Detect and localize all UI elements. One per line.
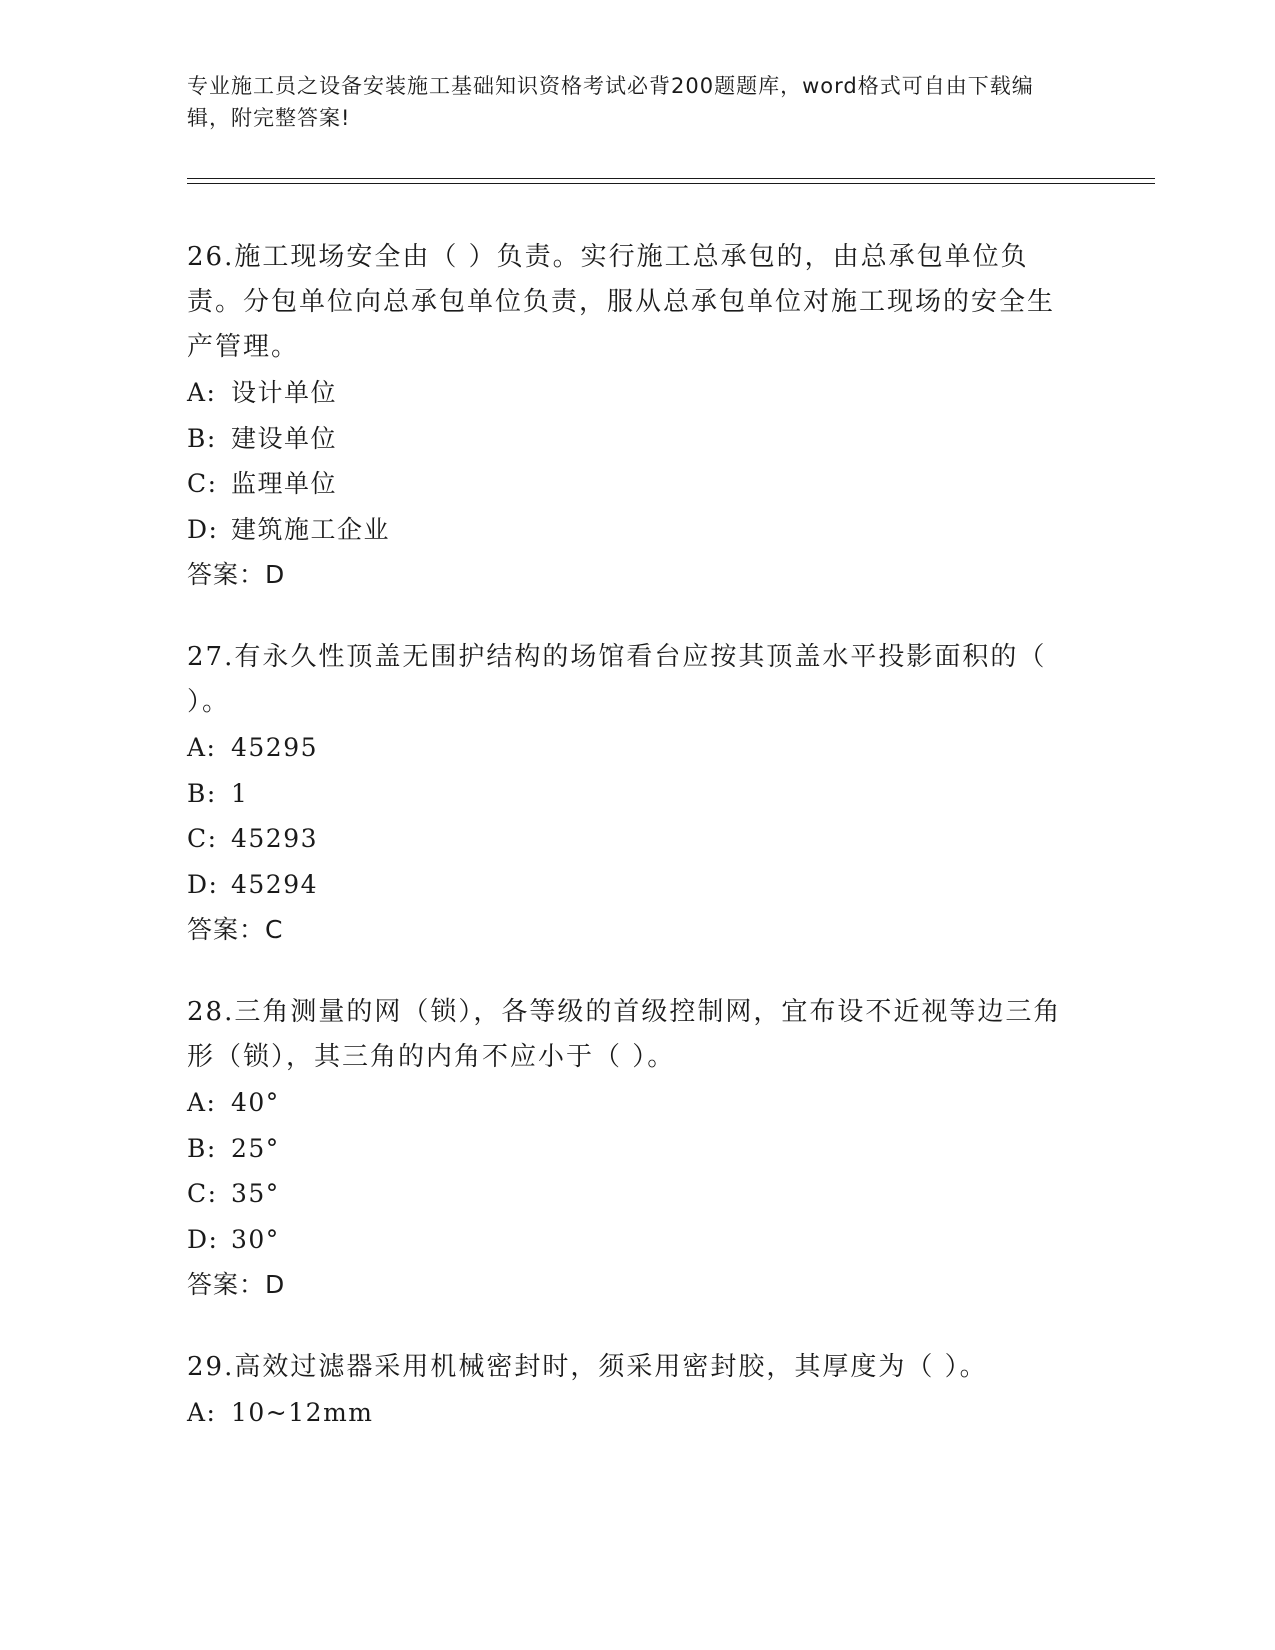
option-d bbox=[187, 1217, 1087, 1263]
option-a bbox=[187, 725, 1087, 771]
option-letter: D: bbox=[187, 1224, 219, 1254]
option-letter: D: bbox=[187, 869, 219, 899]
option-c bbox=[187, 1171, 1087, 1217]
question-29 bbox=[187, 1345, 1087, 1436]
option-letter: C: bbox=[187, 824, 218, 853]
option-letter: C: bbox=[187, 469, 218, 498]
option-text: 30° bbox=[231, 1224, 280, 1254]
option-letter: D: bbox=[187, 514, 219, 544]
answer-line: 答案：D bbox=[187, 1270, 286, 1299]
option-letter: A: bbox=[187, 378, 217, 407]
question-28 bbox=[187, 990, 1087, 1307]
option-letter: B: bbox=[187, 1133, 217, 1163]
option-letter: B: bbox=[187, 423, 217, 453]
question-26 bbox=[187, 235, 1087, 597]
option-letter: A: bbox=[187, 1398, 217, 1427]
option-b bbox=[187, 416, 1087, 462]
option-letter: A: bbox=[187, 733, 217, 762]
option-letter: A: bbox=[187, 1088, 217, 1117]
option-text: 45295 bbox=[231, 733, 319, 762]
option-d bbox=[187, 862, 1087, 908]
option-a bbox=[187, 1390, 1087, 1436]
question-27 bbox=[187, 635, 1087, 952]
question-stem: 26.施工现场安全由（ ）负责。实行施工总承包的，由总承包单位负责。分包单位向总承包单位负责，服从总承包单位对施工现场的安全生产管理。 bbox=[187, 242, 1056, 362]
option-text: 10~12mm bbox=[231, 1398, 374, 1427]
header-divider-bottom bbox=[187, 183, 1155, 184]
option-b bbox=[187, 1126, 1087, 1172]
option-text: 建筑施工企业 bbox=[231, 514, 391, 544]
option-text: 设计单位 bbox=[231, 378, 338, 407]
question-stem: 28.三角测量的网（锁），各等级的首级控制网，宜布设不近视等边三角形（锁），其三角的内角不应小于（ ）。 bbox=[187, 997, 1062, 1072]
option-a bbox=[187, 370, 1087, 416]
option-letter: C: bbox=[187, 1179, 218, 1208]
option-text: 45293 bbox=[231, 824, 319, 853]
answer-line: 答案：D bbox=[187, 560, 286, 589]
option-text: 25° bbox=[231, 1133, 280, 1163]
question-list bbox=[187, 235, 1087, 1474]
option-text: 监理单位 bbox=[231, 469, 338, 498]
option-text: 建设单位 bbox=[231, 423, 338, 453]
header-divider-top bbox=[187, 178, 1155, 179]
option-text: 45294 bbox=[231, 869, 319, 899]
option-d bbox=[187, 507, 1087, 553]
answer-line: 答案：C bbox=[187, 915, 284, 944]
document-header: 专业施工员之设备安装施工基础知识资格考试必背200题题库，word格式可自由下载编辑，附完整答案! bbox=[187, 74, 1034, 130]
option-letter: B: bbox=[187, 778, 217, 808]
question-stem: 29.高效过滤器采用机械密封时，须采用密封胶，其厚度为（ ）。 bbox=[187, 1352, 988, 1382]
option-c bbox=[187, 461, 1087, 507]
option-text: 35° bbox=[231, 1179, 280, 1208]
option-a bbox=[187, 1080, 1087, 1126]
option-text: 40° bbox=[231, 1088, 280, 1117]
question-stem: 27.有永久性顶盖无围护结构的场馆看台应按其顶盖水平投影面积的（ ）。 bbox=[187, 642, 1047, 717]
option-text: 1 bbox=[231, 778, 249, 808]
option-c bbox=[187, 816, 1087, 862]
option-b bbox=[187, 771, 1087, 817]
